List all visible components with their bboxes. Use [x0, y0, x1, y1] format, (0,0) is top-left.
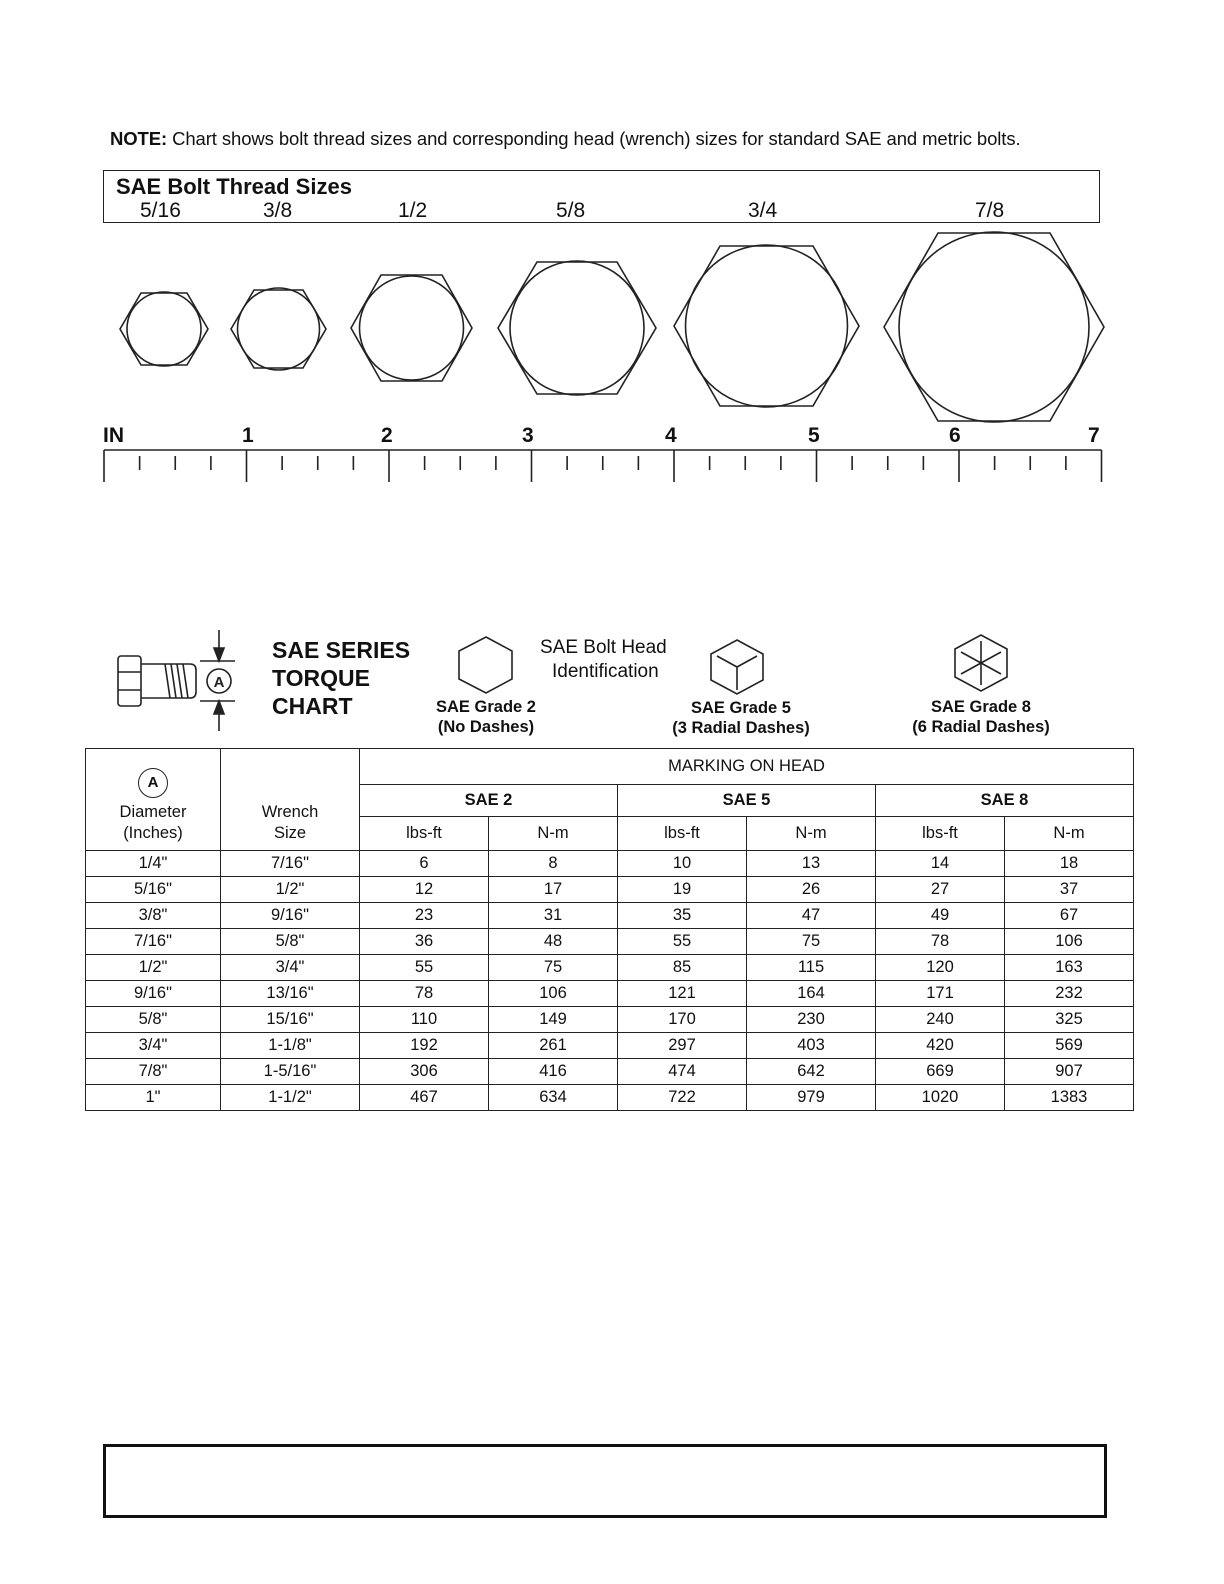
table-cell: 14 — [876, 851, 1005, 877]
table-cell: 1-5/16" — [221, 1059, 360, 1085]
table-cell: 907 — [1005, 1059, 1134, 1085]
table-cell: 48 — [489, 929, 618, 955]
table-cell: 27 — [876, 877, 1005, 903]
table-cell: 55 — [360, 955, 489, 981]
table-cell: 7/8" — [86, 1059, 221, 1085]
inch-ruler — [104, 450, 1102, 482]
unit-n-m: N-m — [1005, 817, 1134, 851]
table-cell: 121 — [618, 981, 747, 1007]
table-cell: 3/4" — [221, 955, 360, 981]
table-cell: 403 — [747, 1033, 876, 1059]
table-cell: 1-1/8" — [221, 1033, 360, 1059]
grade-5-label — [656, 698, 826, 738]
unit-lbs-ft: lbs-ft — [876, 817, 1005, 851]
table-cell: 1-1/2" — [221, 1085, 360, 1111]
table-row — [86, 1033, 1134, 1059]
ruler-unit-label: IN — [103, 424, 124, 447]
table-cell: 149 — [489, 1007, 618, 1033]
table-cell: 569 — [1005, 1033, 1134, 1059]
table-cell: 1/2" — [221, 877, 360, 903]
table-cell: 19 — [618, 877, 747, 903]
table-cell: 9/16" — [86, 981, 221, 1007]
wrench-header-line-2: Size — [273, 824, 307, 842]
head-id-line-2: Identification — [552, 661, 659, 682]
table-cell: 120 — [876, 955, 1005, 981]
table-cell: 6 — [360, 851, 489, 877]
table-row — [86, 1007, 1134, 1033]
marking-header: MARKING ON HEAD — [360, 749, 1134, 785]
torque-title-line-3: CHART — [272, 693, 353, 719]
table-cell: 106 — [1005, 929, 1134, 955]
table-cell: 1/2" — [86, 955, 221, 981]
table-cell: 1/4" — [86, 851, 221, 877]
grade-8-label — [896, 697, 1066, 737]
torque-table — [85, 748, 1134, 1111]
table-row — [86, 955, 1134, 981]
grade-2-head-icon — [459, 637, 512, 693]
thread-sizes-title: SAE Bolt Thread Sizes — [116, 174, 352, 199]
table-cell: 261 — [489, 1033, 618, 1059]
table-cell: 37 — [1005, 877, 1134, 903]
unit-n-m: N-m — [489, 817, 618, 851]
table-cell: 13 — [747, 851, 876, 877]
diameter-header — [86, 749, 221, 851]
table-cell: 5/16" — [86, 877, 221, 903]
group-sae-5: SAE 5 — [618, 785, 876, 817]
size-label-3-4: 3/4 — [748, 199, 778, 222]
bolt-head-1-2 — [351, 275, 472, 381]
table-cell: 18 — [1005, 851, 1134, 877]
bolt-head-7-8 — [884, 232, 1104, 422]
table-cell: 9/16" — [221, 903, 360, 929]
table-cell: 979 — [747, 1085, 876, 1111]
table-row — [86, 877, 1134, 903]
table-cell: 26 — [747, 877, 876, 903]
group-sae-2: SAE 2 — [360, 785, 618, 817]
table-row — [86, 851, 1134, 877]
ruler-number-1: 1 — [242, 424, 254, 447]
table-cell: 67 — [1005, 903, 1134, 929]
table-cell: 192 — [360, 1033, 489, 1059]
grade-2-desc: (No Dashes) — [437, 718, 535, 736]
wrench-header-line-1: Wrench — [261, 803, 319, 821]
table-marker-a: A — [138, 768, 168, 798]
table-cell: 5/8" — [221, 929, 360, 955]
unit-lbs-ft: lbs-ft — [618, 817, 747, 851]
bolt-head-5-8 — [498, 261, 656, 395]
table-cell: 3/4" — [86, 1033, 221, 1059]
table-cell: 13/16" — [221, 981, 360, 1007]
table-cell: 3/8" — [86, 903, 221, 929]
table-cell: 1383 — [1005, 1085, 1134, 1111]
ruler-number-2: 2 — [381, 424, 393, 447]
unit-n-m: N-m — [747, 817, 876, 851]
grade-8-desc: (6 Radial Dashes) — [912, 718, 1050, 736]
size-label-5-16: 5/16 — [140, 199, 181, 222]
group-sae-8: SAE 8 — [876, 785, 1134, 817]
table-cell: 634 — [489, 1085, 618, 1111]
note-body: Chart shows bolt thread sizes and corresponding head (wrench) sizes for standard SAE and metric bolts. — [167, 128, 1021, 149]
note-prefix: NOTE: — [110, 128, 168, 149]
table-row — [86, 929, 1134, 955]
table-cell: 23 — [360, 903, 489, 929]
table-cell: 78 — [360, 981, 489, 1007]
head-identification-label — [540, 636, 667, 684]
table-cell: 17 — [489, 877, 618, 903]
torque-title-line-1: SAE SERIES — [272, 637, 411, 663]
table-cell: 7/16" — [221, 851, 360, 877]
table-cell: 642 — [747, 1059, 876, 1085]
table-cell: 170 — [618, 1007, 747, 1033]
table-cell: 47 — [747, 903, 876, 929]
bolt-head-5-16 — [120, 292, 208, 366]
grade-5-name: SAE Grade 5 — [691, 699, 791, 717]
table-row — [86, 1085, 1134, 1111]
torque-title-line-2: TORQUE — [272, 665, 370, 691]
table-cell: 15/16" — [221, 1007, 360, 1033]
diameter-header-line-1: Diameter — [119, 803, 187, 821]
table-cell: 55 — [618, 929, 747, 955]
table-cell: 110 — [360, 1007, 489, 1033]
torque-chart-title — [272, 636, 410, 720]
torque-table-body — [86, 851, 1134, 1111]
size-label-7-8: 7/8 — [975, 199, 1005, 222]
grade-8-head-icon — [955, 635, 1007, 691]
table-cell: 8 — [489, 851, 618, 877]
table-row — [86, 903, 1134, 929]
size-label-1-2: 1/2 — [398, 199, 428, 222]
size-label-5-8: 5/8 — [556, 199, 586, 222]
grade-2-label — [420, 697, 552, 737]
table-cell: 1" — [86, 1085, 221, 1111]
table-cell: 106 — [489, 981, 618, 1007]
table-cell: 78 — [876, 929, 1005, 955]
table-cell: 230 — [747, 1007, 876, 1033]
ruler-number-5: 5 — [808, 424, 820, 447]
table-cell: 474 — [618, 1059, 747, 1085]
table-cell: 232 — [1005, 981, 1134, 1007]
table-cell: 115 — [747, 955, 876, 981]
table-cell: 35 — [618, 903, 747, 929]
table-cell: 1020 — [876, 1085, 1005, 1111]
table-cell: 7/16" — [86, 929, 221, 955]
table-cell: 36 — [360, 929, 489, 955]
table-cell: 85 — [618, 955, 747, 981]
ruler-number-3: 3 — [522, 424, 534, 447]
diameter-header-line-2: (Inches) — [123, 824, 183, 842]
table-cell: 10 — [618, 851, 747, 877]
grade-8-name: SAE Grade 8 — [931, 698, 1031, 716]
bolt-head-3-8 — [231, 288, 326, 370]
table-cell: 75 — [747, 929, 876, 955]
table-row — [86, 1059, 1134, 1085]
ruler-number-7: 7 — [1088, 424, 1100, 447]
table-cell: 240 — [876, 1007, 1005, 1033]
bolt-head-3-4 — [674, 245, 859, 407]
unit-lbs-ft: lbs-ft — [360, 817, 489, 851]
table-cell: 31 — [489, 903, 618, 929]
table-cell: 75 — [489, 955, 618, 981]
ruler-number-6: 6 — [949, 424, 961, 447]
table-cell: 467 — [360, 1085, 489, 1111]
table-cell: 420 — [876, 1033, 1005, 1059]
table-row — [86, 981, 1134, 1007]
table-cell: 171 — [876, 981, 1005, 1007]
table-cell: 297 — [618, 1033, 747, 1059]
table-cell: 5/8" — [86, 1007, 221, 1033]
grade-5-desc: (3 Radial Dashes) — [672, 719, 810, 737]
table-cell: 416 — [489, 1059, 618, 1085]
table-cell: 163 — [1005, 955, 1134, 981]
grade-2-name: SAE Grade 2 — [436, 698, 536, 716]
grade-5-head-icon — [711, 640, 763, 694]
ruler-number-4: 4 — [665, 424, 677, 447]
table-cell: 325 — [1005, 1007, 1134, 1033]
footer-box — [103, 1444, 1107, 1518]
size-label-3-8: 3/8 — [263, 199, 293, 222]
table-cell: 12 — [360, 877, 489, 903]
table-cell: 669 — [876, 1059, 1005, 1085]
table-cell: 306 — [360, 1059, 489, 1085]
table-cell: 164 — [747, 981, 876, 1007]
wrench-header — [221, 749, 360, 851]
diagram-marker-a: A — [213, 674, 225, 691]
table-cell: 49 — [876, 903, 1005, 929]
table-cell: 722 — [618, 1085, 747, 1111]
head-id-line-1: SAE Bolt Head — [540, 637, 667, 658]
